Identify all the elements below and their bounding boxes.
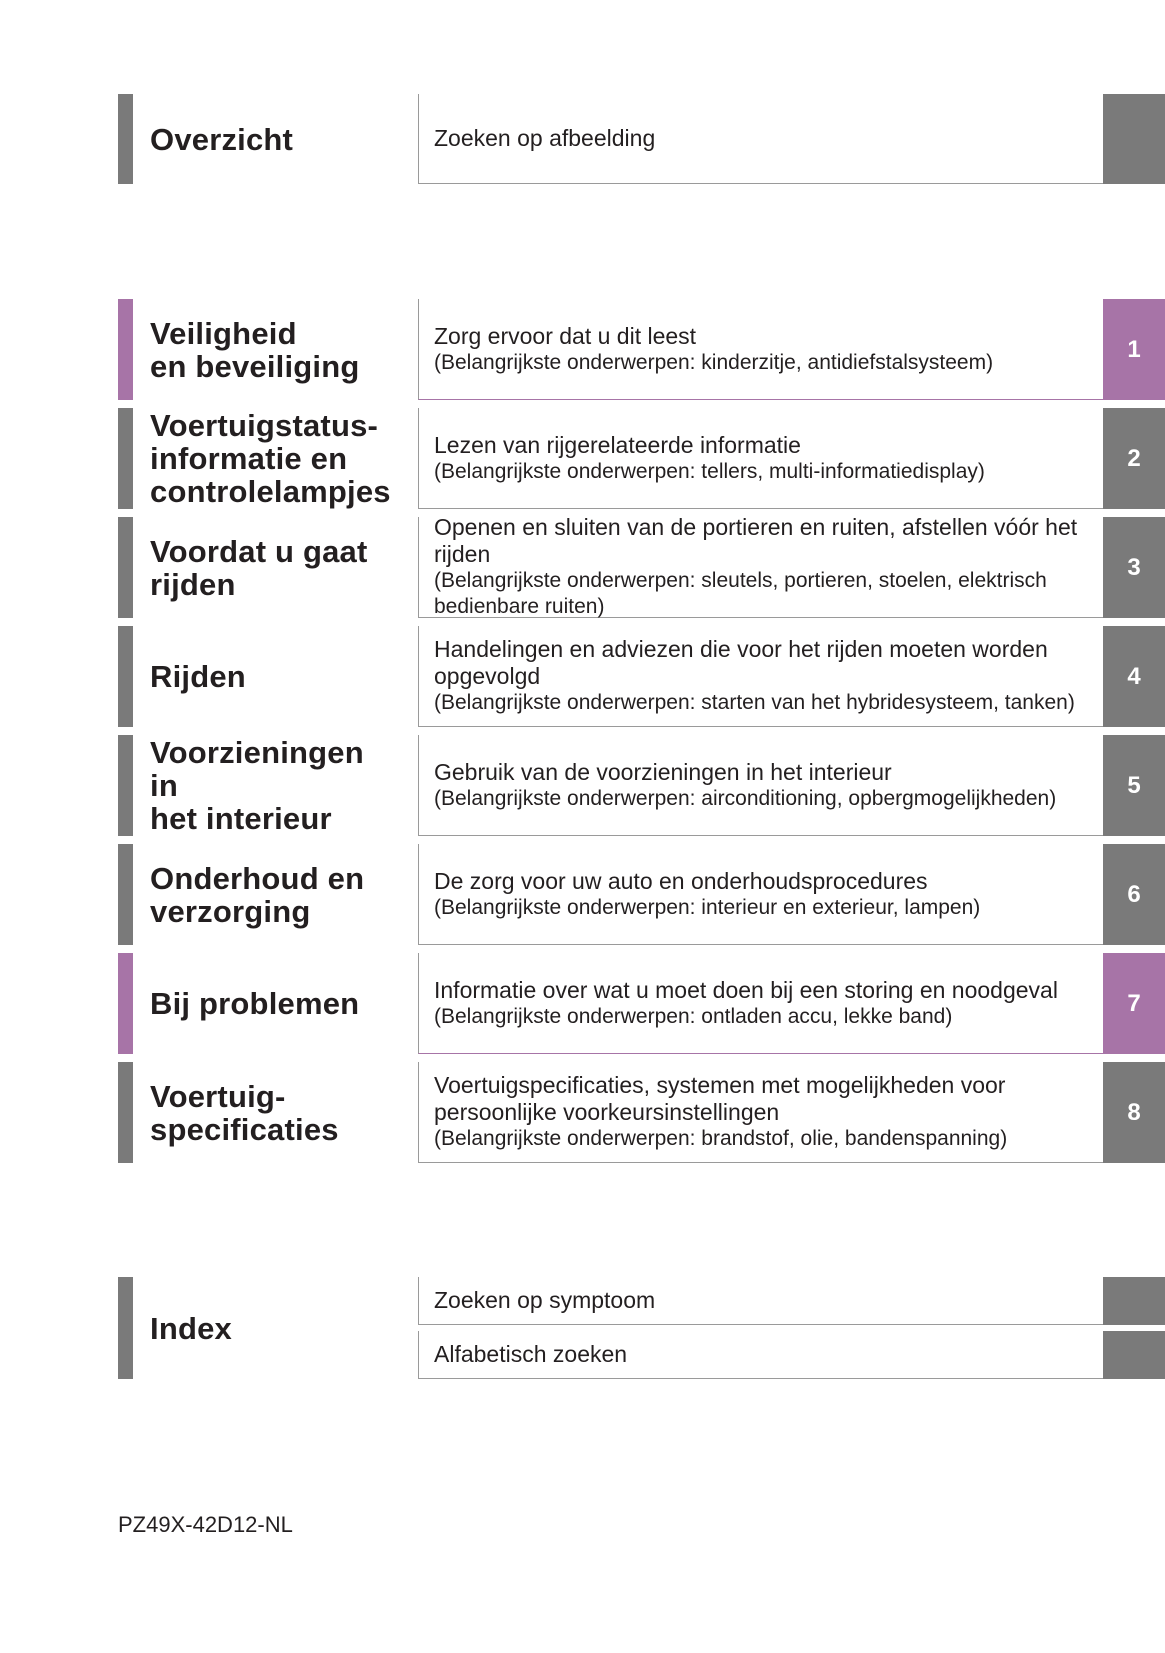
overview-link[interactable]: Zoeken op afbeelding [418, 94, 1103, 184]
chapter-topics: (Belangrijkste onderwerpen: airconditioning, opbergmogelijkheden) [434, 786, 1057, 810]
chapter-title [150, 299, 400, 400]
chapter-bar [118, 844, 133, 945]
chapter-title-line: controlelampjes [150, 474, 391, 509]
overview-tab[interactable] [1103, 94, 1165, 184]
chapter-title-line: Veiligheid [150, 315, 297, 351]
chapter-row-7[interactable] [0, 953, 1165, 1054]
chapter-title-line: verzorging [150, 893, 311, 929]
index-item-symptom[interactable]: Zoeken op symptoom [418, 1277, 1103, 1325]
chapter-description[interactable] [418, 626, 1103, 727]
chapter-description[interactable] [418, 408, 1103, 509]
chapter-summary: De zorg voor uw auto en onderhoudsprocedures [434, 867, 928, 894]
chapter-topics: (Belangrijkste onderwerpen: tellers, multi-informatiedisplay) [434, 459, 985, 483]
chapter-description[interactable] [418, 735, 1103, 836]
chapter-summary: Handelingen en adviezen die voor het rijden moeten worden [434, 636, 1048, 662]
chapter-title-line: Voertuigstatus- [150, 408, 379, 443]
chapter-summary-cont: opgevolgd [434, 663, 541, 689]
chapter-summary: Zorg ervoor dat u dit leest [434, 322, 697, 349]
chapter-row-6[interactable] [0, 844, 1165, 945]
chapter-bar [118, 1062, 133, 1163]
chapter-description[interactable] [418, 299, 1103, 400]
chapter-description[interactable] [418, 514, 1103, 618]
chapter-row-2[interactable] [0, 408, 1165, 509]
chapter-title-line: en beveiliging [150, 348, 360, 384]
chapter-title [150, 735, 400, 836]
chapter-title-line: Voorzieningen in [150, 735, 364, 803]
chapter-title-line: Voordat u gaat [150, 533, 368, 569]
chapter-title [150, 1062, 400, 1163]
chapter-tab-6[interactable]: 6 [1103, 844, 1165, 945]
chapter-topics: bedienbare ruiten) [434, 595, 605, 618]
chapter-topics: (Belangrijkste onderwerpen: brandstof, olie, bandenspanning) [434, 1127, 1008, 1150]
chapter-tab-4[interactable]: 4 [1103, 626, 1165, 727]
chapter-bar [118, 953, 133, 1054]
chapter-tab-2[interactable]: 2 [1103, 408, 1165, 509]
chapter-bar [118, 408, 133, 509]
chapter-tab-8[interactable]: 8 [1103, 1062, 1165, 1163]
chapter-title-line: Onderhoud en [150, 860, 365, 896]
chapter-tab-3[interactable]: 3 [1103, 517, 1165, 618]
chapter-title-line: Bij problemen [150, 986, 360, 1021]
chapter-title [150, 844, 400, 945]
chapter-topics: (Belangrijkste onderwerpen: kinderzitje, antidiefstalsysteem) [434, 350, 994, 374]
chapter-topics: (Belangrijkste onderwerpen: ontladen accu, lekke band) [434, 1004, 953, 1028]
chapter-summary-cont: persoonlijke voorkeursinstellingen [434, 1099, 780, 1125]
chapter-summary: Openen en sluiten van de portieren en ruiten, afstellen vóór het rijden [434, 514, 1078, 567]
chapter-row-3[interactable] [0, 514, 1165, 618]
chapter-row-4[interactable] [0, 626, 1165, 727]
chapter-row-1[interactable] [0, 299, 1165, 400]
chapter-bar [118, 517, 133, 618]
chapter-title-line: informatie en [150, 441, 348, 476]
chapter-description[interactable] [418, 1062, 1103, 1163]
chapter-title-line: Voertuig- [150, 1078, 286, 1114]
chapter-title [150, 408, 400, 509]
chapter-bar [118, 626, 133, 727]
chapter-title [150, 953, 400, 1054]
index-row [0, 1277, 1165, 1379]
index-item-alphabetical[interactable]: Alfabetisch zoeken [418, 1331, 1103, 1379]
chapter-topics: (Belangrijkste onderwerpen: sleutels, portieren, stoelen, elektrisch [434, 569, 1047, 592]
chapter-description[interactable] [418, 844, 1103, 945]
chapter-description[interactable] [418, 953, 1103, 1054]
chapter-summary: Informatie over wat u moet doen bij een storing en noodgeval [434, 976, 1058, 1003]
section-bar [118, 1277, 133, 1379]
chapter-summary: Gebruik van de voorzieningen in het interieur [434, 758, 892, 785]
document-code: PZ49X-42D12-NL [118, 1512, 293, 1537]
index-tab-alphabetical[interactable] [1103, 1331, 1165, 1379]
chapter-title-line: specificaties [150, 1111, 339, 1147]
chapter-bar [118, 735, 133, 836]
chapter-summary: Lezen van rijgerelateerde informatie [434, 431, 801, 458]
chapter-title [150, 517, 400, 618]
chapter-title-line: Rijden [150, 659, 246, 694]
chapter-tab-5[interactable]: 5 [1103, 735, 1165, 836]
chapter-row-8[interactable] [0, 1062, 1165, 1163]
chapter-tab-7[interactable]: 7 [1103, 953, 1165, 1054]
chapter-row-5[interactable] [0, 735, 1165, 836]
chapter-summary: Voertuigspecificaties, systemen met mogelijkheden voor [434, 1072, 1006, 1098]
chapter-tab-1[interactable]: 1 [1103, 299, 1165, 400]
overview-title: Overzicht [150, 121, 294, 157]
section-bar [118, 94, 133, 184]
index-title: Index [150, 1310, 232, 1346]
chapter-title-line: rijden [150, 566, 236, 602]
chapter-bar [118, 299, 133, 400]
chapter-title [150, 626, 400, 727]
index-tab-symptom[interactable] [1103, 1277, 1165, 1325]
chapter-topics: (Belangrijkste onderwerpen: starten van het hybridesysteem, tanken) [434, 691, 1075, 714]
chapter-topics: (Belangrijkste onderwerpen: interieur en exterieur, lampen) [434, 895, 981, 919]
chapter-title-line: het interieur [150, 801, 332, 836]
overview-row[interactable] [0, 94, 1165, 184]
